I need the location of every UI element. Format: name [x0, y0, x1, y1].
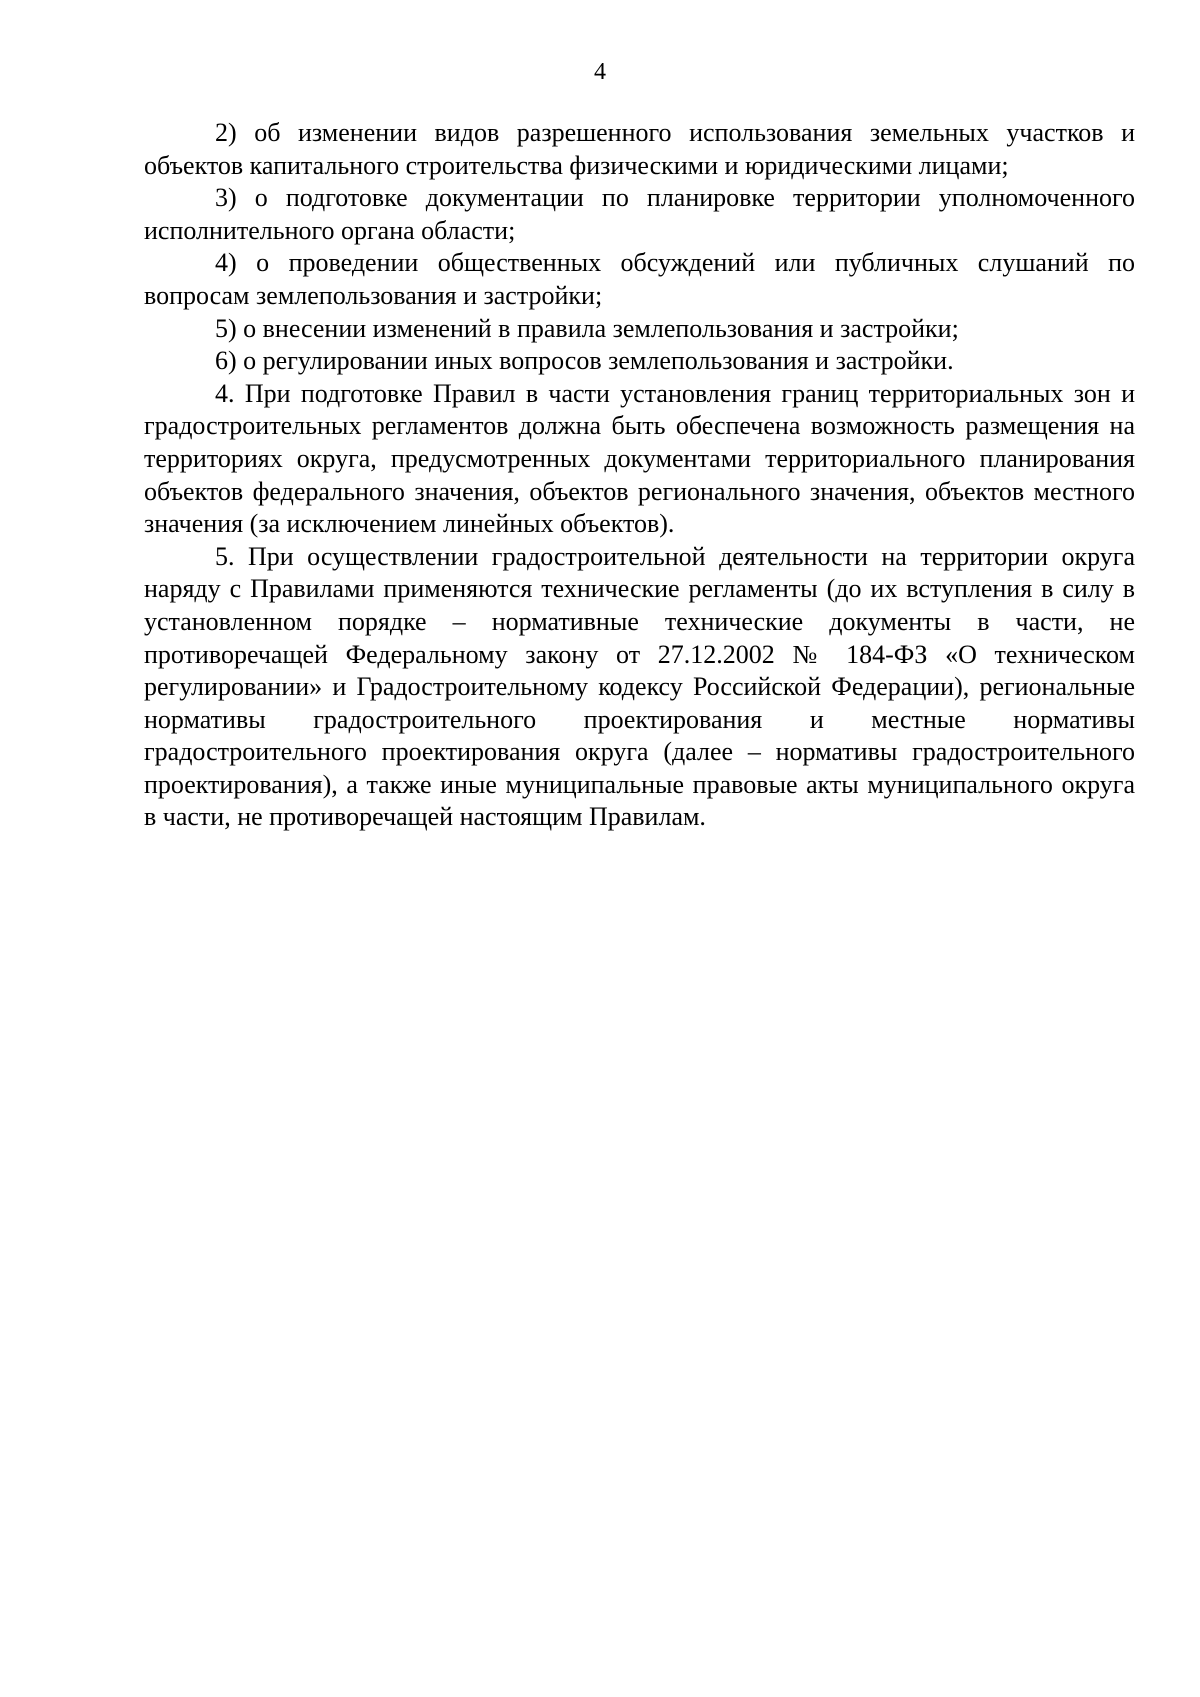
clause-4-zone-boundaries: 4. При подготовке Правил в части установления границ территориальных зон и градостроительных регламентов должна быть обеспечена возможность размещения на территориях округа, предусмотренных документами территориального планирования объектов федерального значения, объектов регионального значения, объектов местного значения (за исключением линейных объектов). [144, 378, 1135, 539]
list-item-6-other-issues: 6) о регулировании иных вопросов землепользования и застройки. [215, 346, 954, 376]
clause-5-technical-regulations: 5. При осуществлении градостроительной деятельности на территории округа наряду с Правилами применяются технические регламенты (до их вступления в силу в установленном порядке – нормативные технические документы в части, не противоречащей Федеральному закону от 27.12.2002 № 184-ФЗ «О техническом регулировании» и Градостроительному кодексу Российской Федерации), региональные нормативы градостроительного проектирования и местные нормативы градостроительного проектирования округа (далее – нормативы градостроительного проектирования), а также иные муниципальные правовые акты муниципального округа в части, не противоречащей настоящим Правилам. [144, 541, 1135, 832]
list-item-2-proposals-land-use-change: 2) об изменении видов разрешенного использования земельных участков и объектов капитального строительства физическими и юридическими лицами; [144, 118, 1135, 180]
document-body [144, 117, 1135, 834]
list-item-3-planning-documentation: 3) о подготовке документации по планировке территории уполномоченного исполнительного органа области; [144, 183, 1135, 245]
list-item-5-rule-amendments: 5) о внесении изменений в правила землепользования и застройки; [215, 313, 959, 343]
list-item-4-public-hearings: 4) о проведении общественных обсуждений или публичных слушаний по вопросам землепользования и застройки; [144, 248, 1135, 310]
page-number: 4 [594, 59, 606, 85]
